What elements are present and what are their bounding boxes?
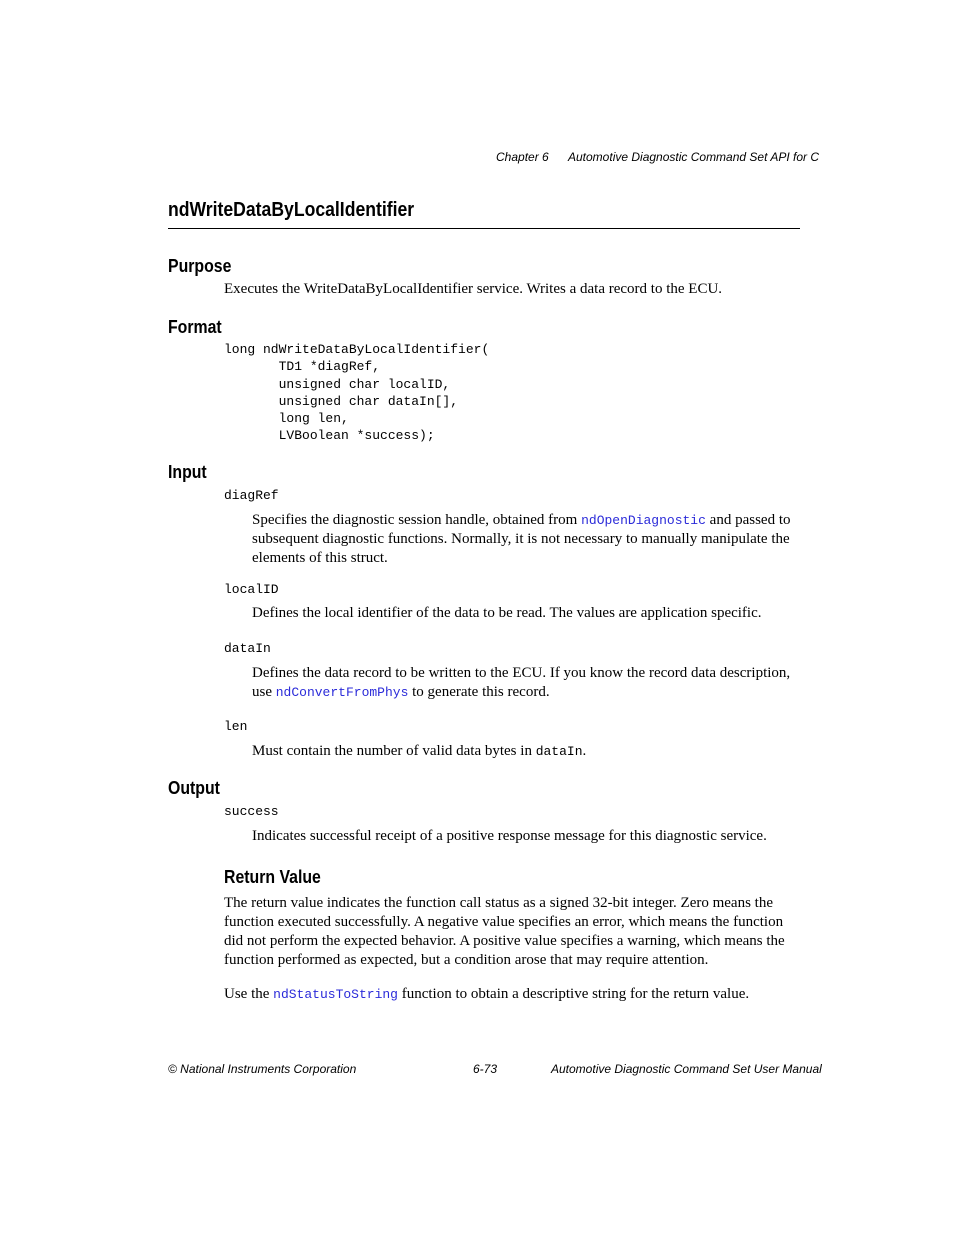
link-ndopendiagnostic[interactable]: ndOpenDiagnostic xyxy=(581,513,706,528)
return-value-paragraph: The return value indicates the function call status as a signed 32-bit integer. Zero means the function executed successfully. A negative value specifies an error, which means the function did not perform the expected behavior. A positive value specifies a warning, which means the function performed as expected, but a condition arose that may require attention. xyxy=(224,895,785,968)
purpose-heading: Purpose xyxy=(168,256,232,276)
link-ndstatustostring[interactable]: ndStatusToString xyxy=(273,987,398,1002)
param-desc-localid: Defines the local identifier of the data to be read. The values are application specific. xyxy=(252,605,762,621)
header-chapter: Chapter 6 xyxy=(496,150,549,164)
title-rule xyxy=(168,228,800,229)
desc-text: Specifies the diagnostic session handle, obtained from xyxy=(252,512,582,528)
input-heading: Input xyxy=(168,462,207,482)
return-value-heading: Return Value xyxy=(224,867,321,887)
desc-text: . xyxy=(582,743,587,759)
desc-text: function to obtain a descriptive string for the return value. xyxy=(397,986,750,1002)
desc-text: Use the xyxy=(224,986,274,1002)
param-desc-len xyxy=(252,742,802,761)
desc-text: Must contain the number of valid data bytes in xyxy=(252,743,536,759)
format-heading: Format xyxy=(168,317,222,337)
param-desc-success: Indicates successful receipt of a positive response message for this diagnostic service. xyxy=(252,828,767,844)
desc-text: Defines the data record to be written to the ECU. If you know the record data description, use xyxy=(252,665,791,700)
link-ndconvertfromphys[interactable]: ndConvertFromPhys xyxy=(275,685,409,700)
param-name-diagref: diagRef xyxy=(224,488,279,503)
param-name-len: len xyxy=(224,719,248,734)
header-section: Automotive Diagnostic Command Set API for C xyxy=(568,150,819,164)
output-heading: Output xyxy=(168,778,220,798)
inline-code-datain: dataIn xyxy=(535,744,583,759)
format-code-block: long ndWriteDataByLocalIdentifier( TD1 *diagRef, unsigned char localID, unsigned char dataIn[], long len, LVBoolean *success); xyxy=(224,342,490,444)
purpose-text: Executes the WriteDataByLocalIdentifier service. Writes a data record to the ECU. xyxy=(224,281,723,297)
param-name-success: success xyxy=(224,804,279,819)
param-desc-diagref xyxy=(252,511,802,568)
desc-text: and passed to subsequent diagnostic functions. Normally, it is not necessary to manually manipulate the elements of this struct. xyxy=(252,512,791,566)
param-name-localid: localID xyxy=(224,582,279,597)
footer-page-number: 6-73 xyxy=(473,1062,498,1076)
desc-text: to generate this record. xyxy=(408,684,550,700)
param-desc-datain xyxy=(252,664,802,702)
footer-manual-title: Automotive Diagnostic Command Set User Manual xyxy=(551,1062,822,1076)
page-title: ndWriteDataByLocalIdentifier xyxy=(168,199,415,221)
param-name-datain: dataIn xyxy=(224,641,271,656)
footer-copyright: © National Instruments Corporation xyxy=(168,1062,357,1076)
return-value-usage xyxy=(224,985,800,1004)
